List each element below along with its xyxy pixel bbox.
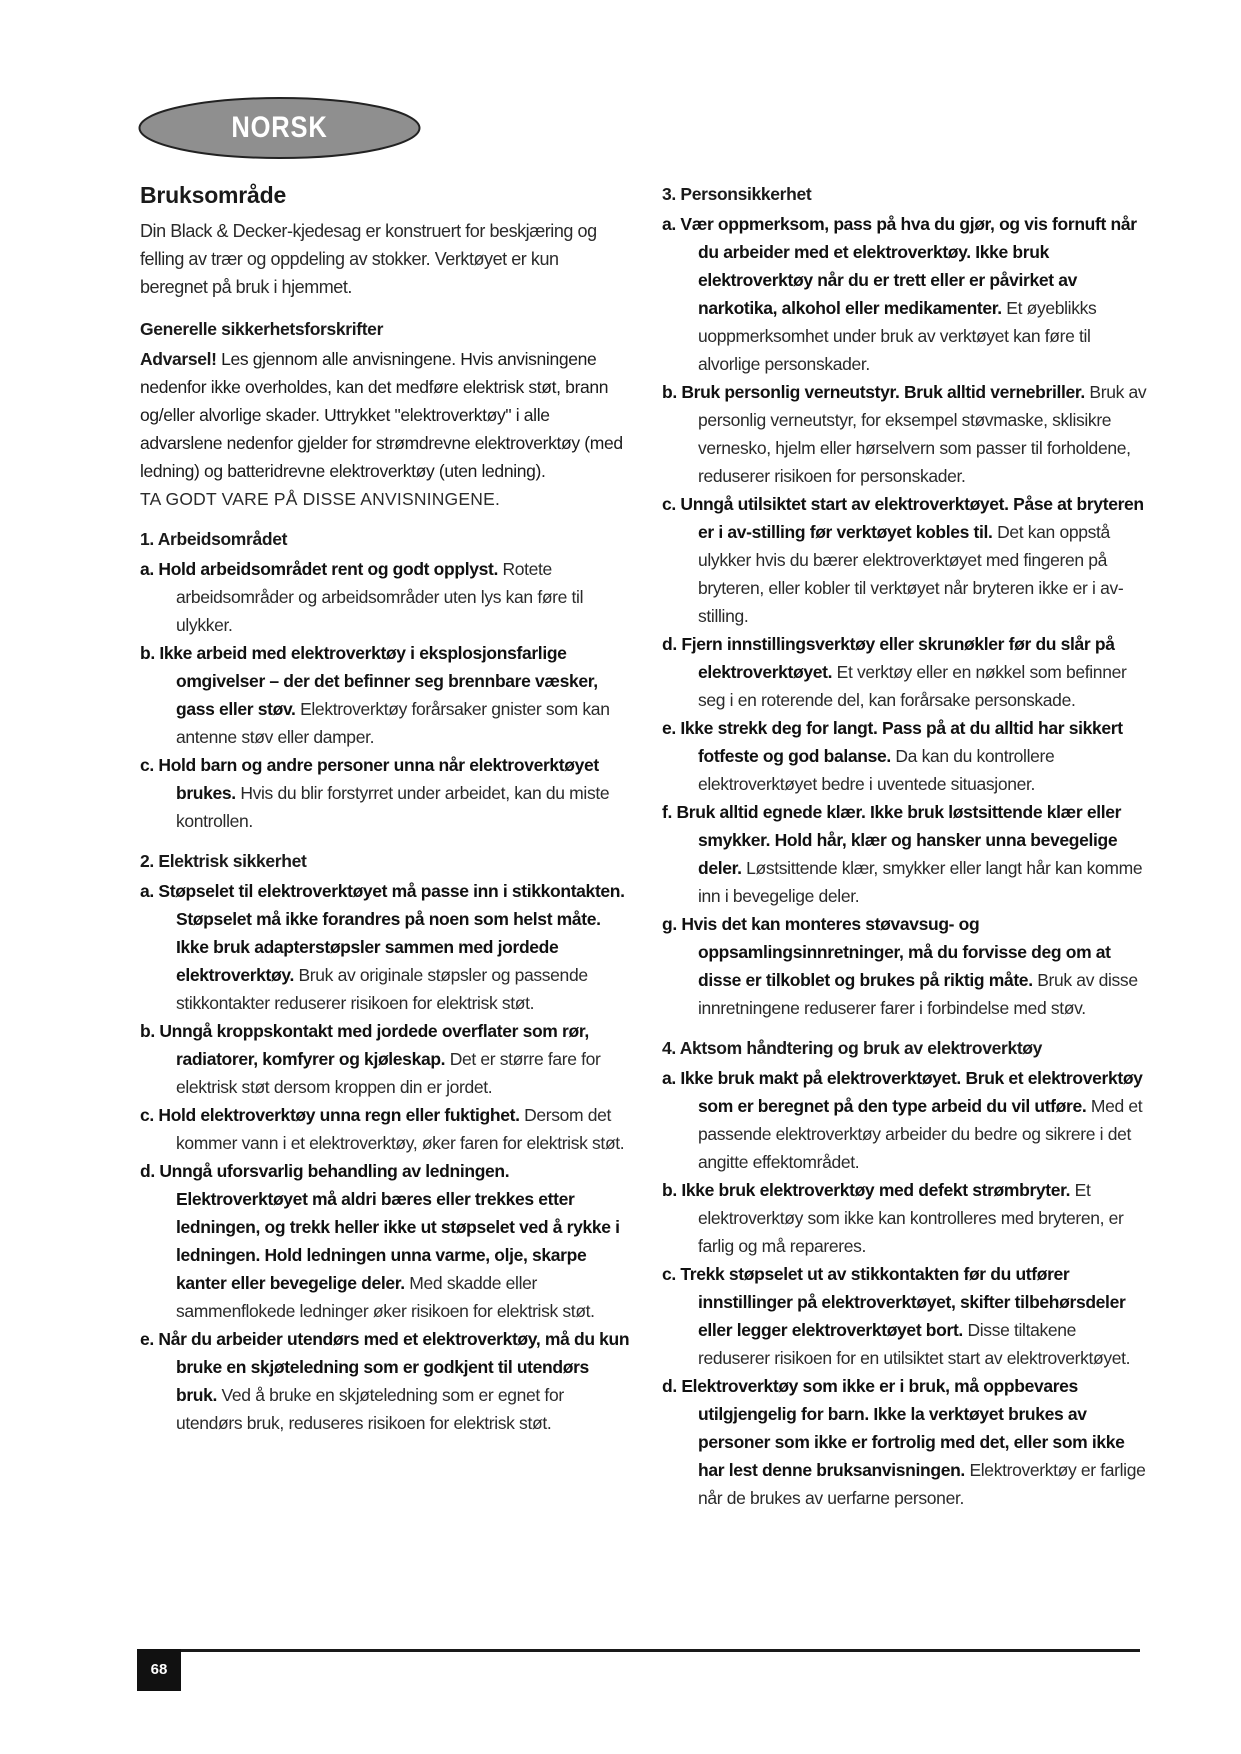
item-bold: c. Unngå utilsiktet start av elektroverktøyet. Påse at bryteren er i av-stilling før verktøyet kobles til. — [662, 494, 1144, 542]
item-bold: c. Hold elektroverktøy unna regn eller fuktighet. — [140, 1105, 520, 1125]
item-bold: c. Trekk støpselet ut av stikkontakten før du utfører innstillinger på elektroverktøyet, skifter tilbehørsdeler eller legger elektroverktøyet bort. — [662, 1264, 1126, 1340]
item-bold: a. Vær oppmerksom, pass på hva du gjør, og vis fornuft når du arbeider med et elektroverktøy. Ikke bruk elektroverktøy når du er trett eller er påvirket av narkotika, alkohol eller medikamenter. — [662, 214, 1137, 318]
item-bold: d. Unngå uforsvarlig behandling av ledningen. Elektroverktøyet må aldri bæres eller trekkes etter ledningen, og trekk heller ikke ut støpselet ved å rykke i ledningen. Hold ledningen unna varme, olje, skarpe kanter eller bevegelige deler. — [140, 1161, 620, 1293]
item-text: Bruk av disse innretningene reduserer farer i forbindelse med støv. — [698, 970, 1138, 1018]
item-text: Ved å bruke en skjøteledning som er egnet for utendørs bruk, reduseres risikoen for elektrisk støt. — [176, 1385, 564, 1433]
item-text: Et verktøy eller en nøkkel som befinner seg i en roterende del, kan forårsake personskade. — [698, 662, 1127, 710]
list-item — [140, 1325, 630, 1437]
list-item — [662, 210, 1150, 378]
list-item — [662, 378, 1150, 490]
left-column — [140, 180, 630, 1437]
item-bold: a. Støpselet til elektroverktøyet må passe inn i stikkontakten. Støpselet må ikke forandres på noen som helst måte. Ikke bruk adapterstøpsler sammen med jordede elektroverktøy. — [140, 881, 625, 985]
list-item — [140, 1017, 630, 1101]
item-text: Dersom det kommer vann i et elektroverktøy, øker faren for elektrisk støt. — [176, 1105, 625, 1153]
list-item — [662, 1064, 1150, 1176]
item-text: Bruk av personlig verneutstyr, for eksempel støvmaske, sklisikre vernesko, hjelm eller hørselvern som passer til forholdene, reduserer risikoen for personskader. — [698, 382, 1147, 486]
item-bold: d. Fjern innstillingsverktøy eller skrunøkler før du slår på elektroverktøyet. — [662, 634, 1115, 682]
list-item — [662, 1372, 1150, 1512]
section-heading-careful-handling: 4. Aktsom håndtering og bruk av elektroverktøy — [662, 1038, 1043, 1058]
footer-rule — [137, 1649, 1140, 1652]
list-item — [662, 1260, 1150, 1372]
list-item — [140, 1101, 630, 1157]
item-bold: b. Unngå kroppskontakt med jordede overflater som rør, radiatorer, komfyrer og kjøleskap. — [140, 1021, 589, 1069]
section-heading-personal-safety: 3. Personsikkerhet — [662, 184, 812, 204]
language-tab — [137, 95, 422, 161]
item-text: Elektroverktøy er farlige når de brukes av uerfarne personer. — [698, 1460, 1146, 1508]
item-bold: a. Ikke bruk makt på elektroverktøyet. Bruk et elektroverktøy som er beregnet på den type arbeid du vil utføre. — [662, 1068, 1143, 1116]
item-bold: g. Hvis det kan monteres støvavsug- og oppsamlingsinnretninger, må du forvisse deg om at disse er tilkoblet og brukes på riktig måte. — [662, 914, 1111, 990]
item-bold: f. Bruk alltid egnede klær. Ikke bruk løstsittende klær eller smykker. Hold hår, klær og hansker unna bevegelige deler. — [662, 802, 1122, 878]
list-item — [140, 639, 630, 751]
list-item — [662, 798, 1150, 910]
item-text: Med et passende elektroverktøy arbeider du bedre og sikrere i det angitte effektområdet. — [698, 1096, 1143, 1172]
item-text: Elektroverktøy forårsaker gnister som kan antenne støv eller damper. — [176, 699, 610, 747]
list-item — [662, 630, 1150, 714]
intro-paragraph: Din Black & Decker-kjedesag er konstruert for beskjæring og felling av trær og oppdeling av stokker. Verktøyet er kun beregnet på bruk i hjemmet. — [140, 221, 597, 297]
item-text: Løstsittende klær, smykker eller langt hår kan komme inn i bevegelige deler. — [698, 858, 1143, 906]
item-text: Med skadde eller sammenflokede ledninger øker risikoen for elektrisk støt. — [176, 1273, 595, 1321]
item-text: Det er større fare for elektrisk støt dersom kroppen din er jordet. — [176, 1049, 601, 1097]
item-text: Rotete arbeidsområder og arbeidsområder uten lys kan føre til ulykker. — [176, 559, 584, 635]
item-bold: e. Når du arbeider utendørs med et elektroverktøy, må du kun bruke en skjøteledning som er godkjent til utendørs bruk. — [140, 1329, 630, 1405]
item-bold: b. Ikke arbeid med elektroverktøy i eksplosjonsfarlige omgivelser – der det befinner seg brennbare væsker, gass eller støv. — [140, 643, 598, 719]
list-item — [662, 910, 1150, 1022]
list-item — [140, 751, 630, 835]
list-item — [662, 1176, 1150, 1260]
list-item — [140, 555, 630, 639]
item-text: Et øyeblikks uoppmerksomhet under bruk av verktøyet kan føre til alvorlige personskader. — [698, 298, 1097, 374]
list-item — [140, 1157, 630, 1325]
item-bold: d. Elektroverktøy som ikke er i bruk, må oppbevares utilgjengelig for barn. Ikke la verktøyet brukes av personer som ikke er fortrolig med det, eller som ikke har lest denne bruksanvisningen. — [662, 1376, 1125, 1480]
item-bold: a. Hold arbeidsområdet rent og godt opplyst. — [140, 559, 498, 579]
item-bold: c. Hold barn og andre personer unna når elektroverktøyet brukes. — [140, 755, 599, 803]
item-text: Bruk av originale støpsler og passende stikkontakter reduserer risikoen for elektrisk støt. — [176, 965, 588, 1013]
item-bold: b. Bruk personlig verneutstyr. Bruk alltid vernebriller. — [662, 382, 1085, 402]
item-text: Disse tiltakene reduserer risikoen for en utilsiktet start av elektroverktøyet. — [698, 1320, 1131, 1368]
item-text: Da kan du kontrollere elektroverktøyet bedre i uventede situasjoner. — [698, 746, 1055, 794]
list-item — [140, 877, 630, 1017]
item-bold: b. Ikke bruk elektroverktøy med defekt strømbryter. — [662, 1180, 1071, 1200]
item-text: Et elektroverktøy som ikke kan kontrolleres med bryteren, er farlig og må repareres. — [698, 1180, 1124, 1256]
list-item — [662, 490, 1150, 630]
section-heading-electrical: 2. Elektrisk sikkerhet — [140, 851, 307, 871]
language-label: NORSK — [231, 111, 328, 144]
warning-text: Les gjennom alle anvisningene. Hvis anvisningene nedenfor ikke overholdes, kan det medføre elektrisk støt, brann og/eller alvorlige skader. Uttrykket "elektroverktøy" i alle advarslene nedenfor gjelder for strømdrevne elektroverktøy (med ledning) og batteridrevne elektroverktøy (uten ledning). — [140, 349, 623, 481]
section-heading-work-area: 1. Arbeidsområdet — [140, 529, 288, 549]
warning-paragraph — [140, 345, 630, 485]
page-title: Bruksområde — [140, 182, 287, 208]
warning-label: Advarsel! — [140, 349, 217, 369]
right-column — [662, 180, 1150, 1512]
item-text: Hvis du blir forstyrret under arbeidet, kan du miste kontrollen. — [176, 783, 610, 831]
page-number: 68 — [137, 1649, 181, 1691]
general-safety-heading: Generelle sikkerhetsforskrifter — [140, 319, 384, 339]
item-bold: e. Ikke strekk deg for langt. Pass på at du alltid har sikkert fotfeste og god balanse. — [662, 718, 1123, 766]
item-text: Det kan oppstå ulykker hvis du bærer elektroverktøyet med fingeren på bryteren, eller kobler til verktøyet når bryteren ikke er i av-stilling. — [698, 522, 1124, 626]
list-item — [662, 714, 1150, 798]
keep-instructions: TA GODT VARE PÅ DISSE ANVISNINGENE. — [140, 489, 501, 509]
